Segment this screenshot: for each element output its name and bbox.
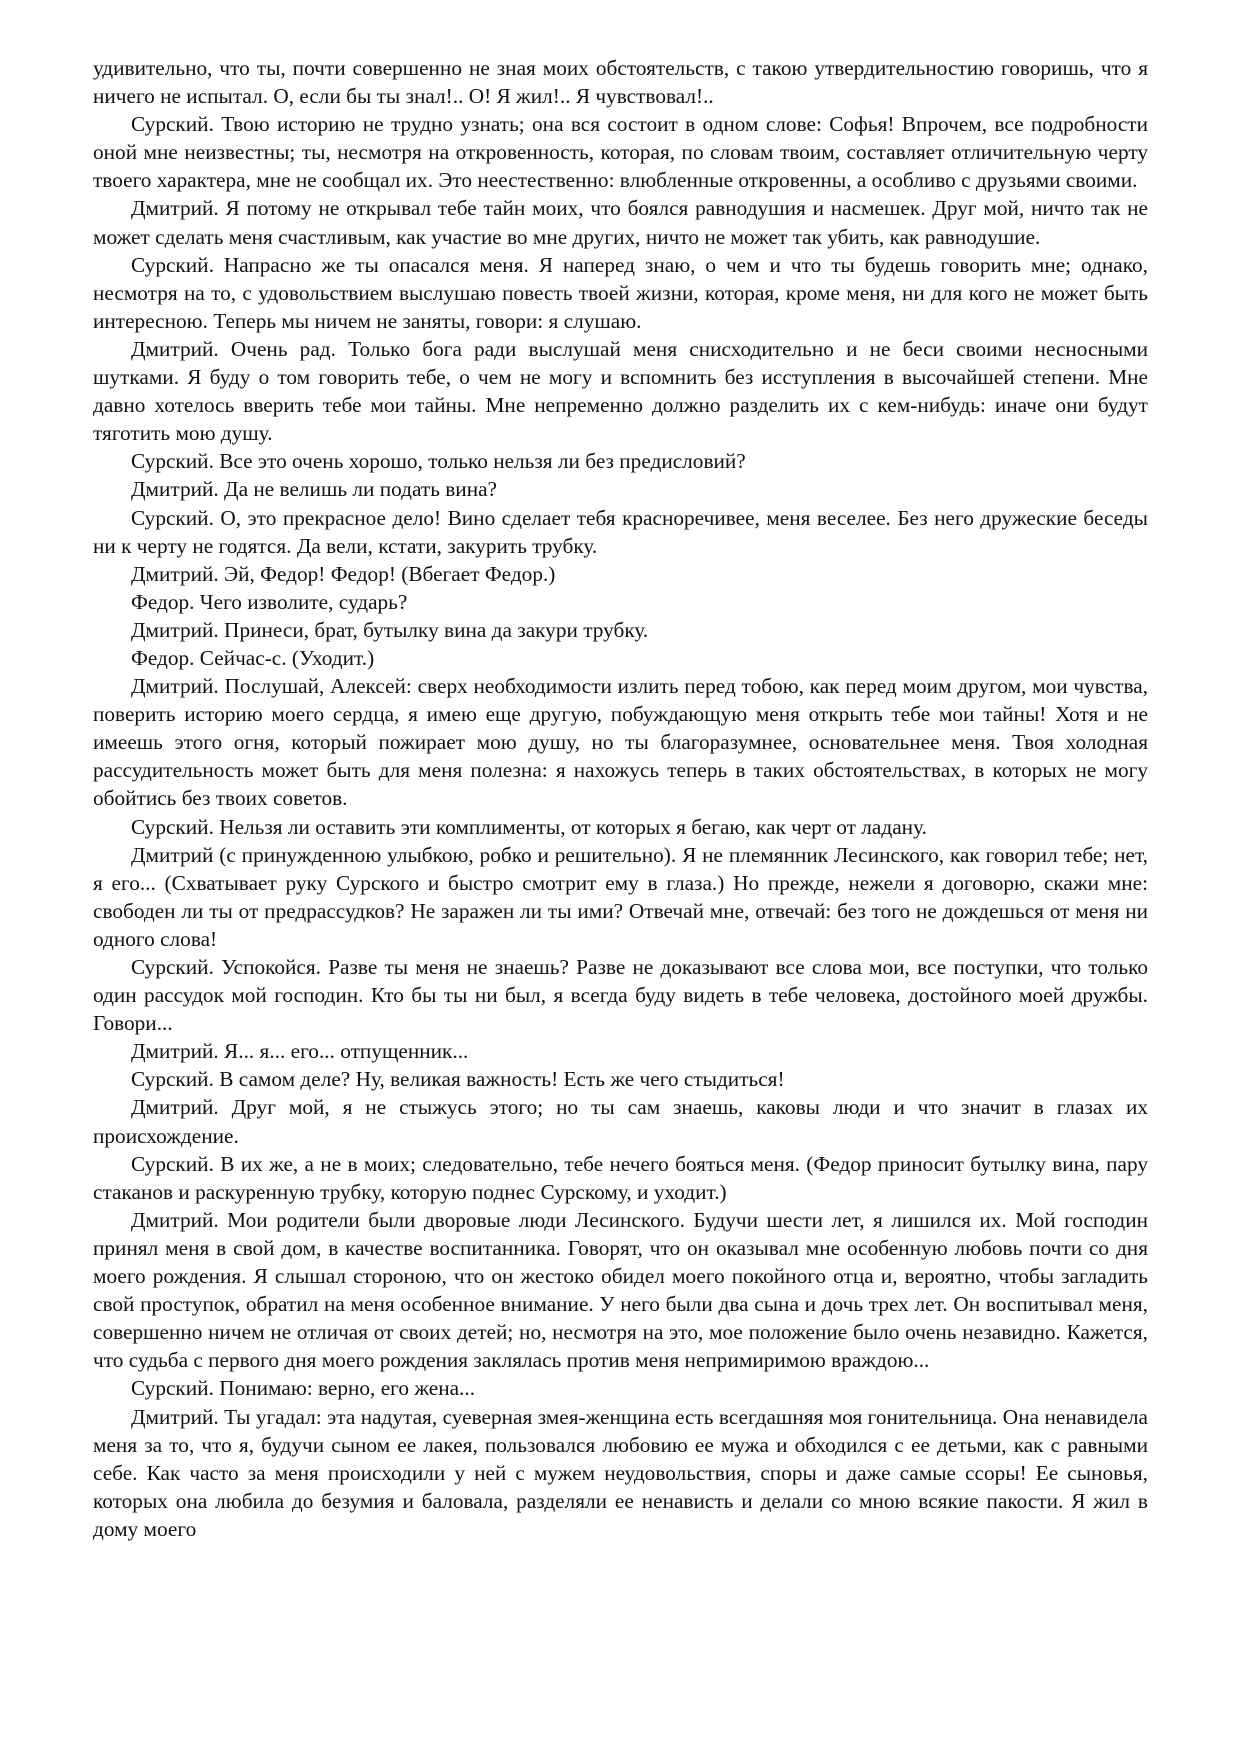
paragraph-11: Дмитрий. Принеси, брат, бутылку вина да закури трубку. [131,617,649,642]
paragraph-13: Дмитрий. Послушай, Алексей: сверх необходимости излить перед тобою, как перед моим другом, мои чувства, поверить историю моего сердца, я имею еще другую, побуждающую меня открыть тебе мои тайны! Хотя и не имеешь этого огня, который пожирает мою душу, но ты благоразумнее, основательнее меня. Твоя холодная рассудительность может быть для меня полезна: я нахожусь теперь в таких обстоятельствах, в которых не могу обойтись без твоих советов. [93,674,1148,811]
paragraph-21: Дмитрий. Мои родители были дворовые люди Лесинского. Будучи шести лет, я лишился их. Мой господин принял меня в свой дом, в качестве воспитанника. Говорят, что он оказывал мне особенную любовь почти со дня моего рождения. Я слышал стороною, что он жестоко обидел моего покойного отца и, вероятно, чтобы загладить свой проступок, обратил на меня особенное внимание. У него были два сына и дочь трех лет. Он воспитывал меня, совершенно ничем не отличая от своих детей; но, несмотря на это, мое положение было очень незавидно. Кажется, что судьба с первого дня моего рождения заклялась против меня непримиримою враждою... [93,1207,1148,1373]
paragraph-5: Дмитрий. Очень рад. Только бога ради выслушай меня снисходительно и не беси своими несносными шутками. Я буду о том говорить тебе, о чем не могу и вспомнить без исступления в высочайшей степени. Мне давно хотелось вверить тебе мои тайны. Мне непременно должно разделить их с кем-нибудь: иначе они будут тяготить мою душу. [93,336,1148,446]
paragraph-14: Сурский. Нельзя ли оставить эти комплименты, от которых я бегаю, как черт от ладану. [131,814,927,839]
paragraph-7: Дмитрий. Да не велишь ли подать вина? [131,477,497,502]
paragraph-16: Сурский. Успокойся. Разве ты меня не знаешь? Разве не доказывают все слова мои, все поступки, что только один рассудок мой господин. Кто бы ты ни был, я всегда буду видеть в тебе человека, достойного моей дружбы. Говори... [93,955,1148,1036]
paragraph-2: Сурский. Твою историю не трудно узнать; она вся состоит в одном слове: Софья! Впрочем, все подробности оной мне неизвестны; ты, несмотря на откровенность, которая, по словам твоим, составляет отличительную черту твоего характера, мне не сообщал их. Это неестественно: влюбленные откровенны, а особливо с друзьями своими. [93,112,1148,193]
paragraph-17: Дмитрий. Я... я... его... отпущенник... [131,1039,469,1064]
paragraph-15: Дмитрий (с принужденною улыбкою, робко и решительно). Я не племянник Лесинского, как говорил тебе; нет, я его... (Схватывает руку Сурского и быстро смотрит ему в глаза.) Но прежде, нежели я договорю, скажи мне: свободен ли ты от предрассудков? Не заражен ли ты ими? Отвечай мне, отвечай: без того не дождешься от меня ни одного слова! [93,842,1148,951]
paragraph-20: Сурский. В их же, а не в моих; следовательно, тебе нечего бояться меня. (Федор приносит бутылку вина, пару стаканов и раскуренную трубку, которую поднес Сурскому, и уходит.) [93,1151,1148,1204]
document-page [93,54,1148,1543]
paragraph-19: Дмитрий. Друг мой, я не стыжусь этого; но ты сам знаешь, каковы люди и что значит в глазах их происхождение. [93,1095,1148,1148]
paragraph-9: Дмитрий. Эй, Федор! Федор! (Вбегает Федор.) [131,561,556,586]
paragraph-1: удивительно, что ты, почти совершенно не зная моих обстоятельств, с такою утвердительностию говоришь, что я ничего не испытал. О, если бы ты знал!.. О! Я жил!.. Я чувствовал!.. [93,56,1148,109]
paragraph-6: Сурский. Все это очень хорошо, только нельзя ли без предисловий? [131,449,746,474]
paragraph-12: Федор. Сейчас-с. (Уходит.) [131,645,375,670]
paragraph-23: Дмитрий. Ты угадал: эта надутая, суеверная змея-женщина есть всегдашняя моя гонительница. Она ненавидела меня за то, что я, будучи сыном ее лакея, пользовался любовию ее мужа и обходился с ее детьми, как с равными себе. Как часто за меня происходили у ней с мужем неудовольствия, споры и даже самые ссоры! Ее сыновья, которых она любила до безумия и баловала, разделяли ее ненависть и делали со мною всякие пакости. Я жил в дому моего [93,1404,1148,1541]
paragraph-8: Сурский. О, это прекрасное дело! Вино сделает тебя красноречивее, меня веселее. Без него дружеские беседы ни к черту не годятся. Да вели, кстати, закурить трубку. [93,505,1148,558]
paragraph-22: Сурский. Понимаю: верно, его жена... [131,1376,476,1401]
paragraph-4: Сурский. Напрасно же ты опасался меня. Я наперед знаю, о чем и что ты будешь говорить мне; однако, несмотря на то, с удовольствием выслушаю повесть твоей жизни, которая, кроме меня, ни для кого не может быть интересною. Теперь мы ничем не заняты, говори: я слушаю. [93,252,1148,333]
paragraph-3: Дмитрий. Я потому не открывал тебе тайн моих, что боялся равнодушия и насмешек. Друг мой, ничто так не может сделать меня счастливым, как участие во мне других, ничто не может так убить, как равнодушие. [93,196,1148,249]
paragraph-18: Сурский. В самом деле? Ну, великая важность! Есть же чего стыдиться! [131,1067,785,1092]
paragraph-10: Федор. Чего изволите, сударь? [131,589,408,614]
